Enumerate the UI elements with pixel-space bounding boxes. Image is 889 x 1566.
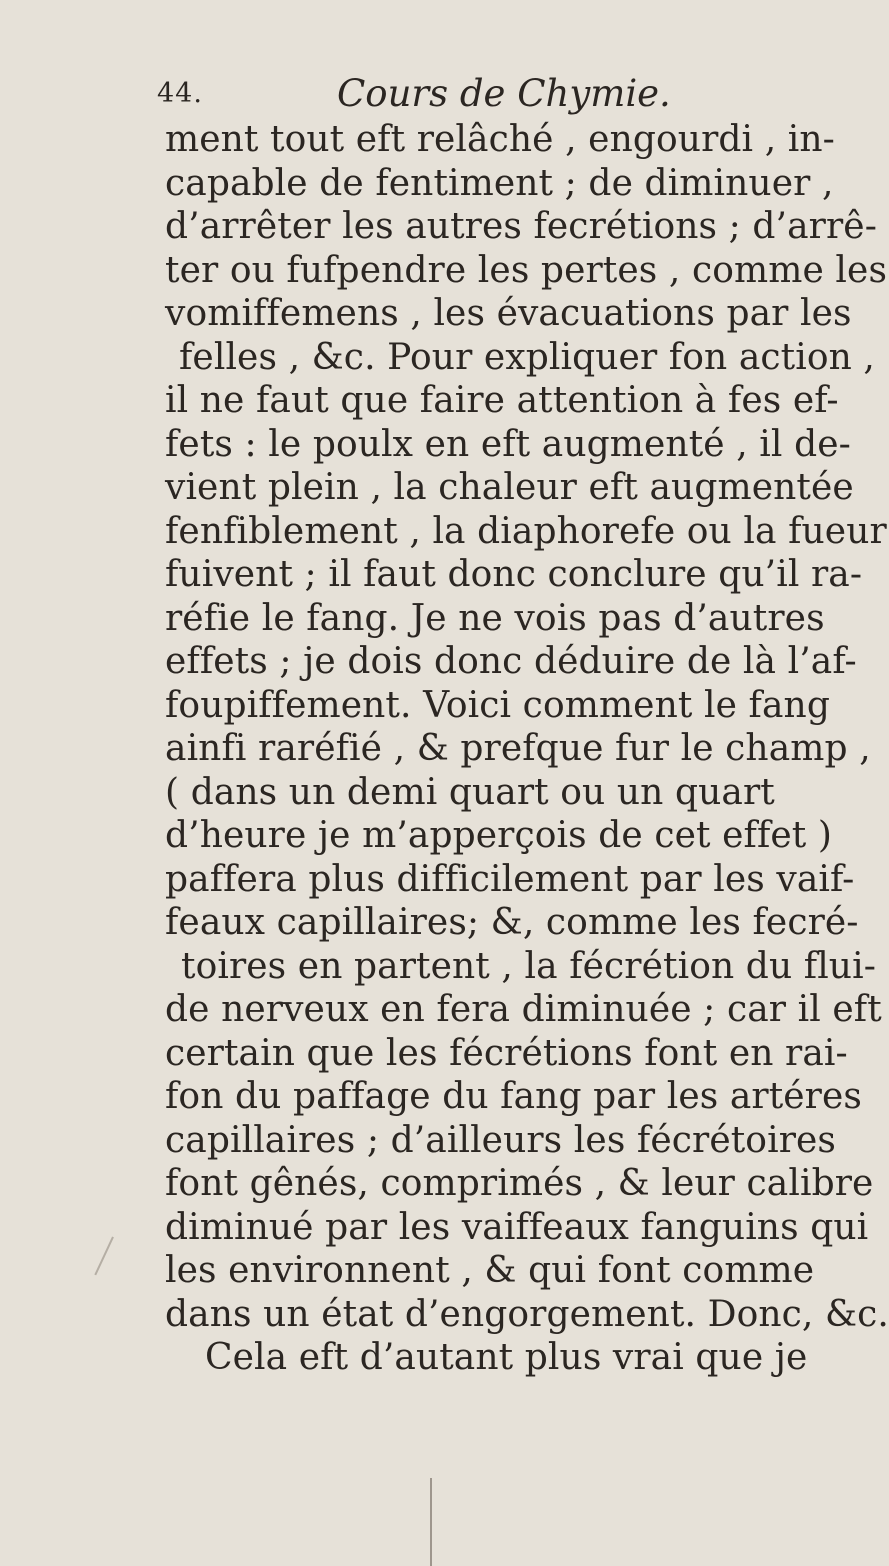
text-line: dans un état d’engorgement. Donc, &c. xyxy=(165,1293,889,1335)
text-line: feaux capillaires; &, comme les fecré- xyxy=(165,902,859,943)
text-line: diminué par les vaiffeaux fanguins qui xyxy=(165,1206,869,1248)
body-text xyxy=(165,118,889,1380)
text-line: felles , &c. Pour expliquer fon action , xyxy=(179,336,875,378)
text-line: font gênés, comprimés , & leur calibre xyxy=(165,1163,874,1204)
text-line: ment tout eft relâché , engourdi , in- xyxy=(165,119,835,160)
text-line: ter ou fufpendre les pertes , comme les xyxy=(165,249,888,291)
text-line: capillaires ; d’ailleurs les fécrétoires xyxy=(165,1119,836,1161)
page-number: 44. xyxy=(157,78,203,109)
text-line: capable de fentiment ; de diminuer , xyxy=(165,162,834,204)
text-line: les environnent , & qui font comme xyxy=(165,1250,815,1291)
text-line: effets ; je dois donc déduire de là l’af- xyxy=(165,641,857,682)
text-line: d’arrêter les autres fecrétions ; d’arrê- xyxy=(165,206,877,247)
text-line: il ne faut que faire attention à fes ef- xyxy=(165,380,839,421)
text-line: fon du paffage du fang par les artéres xyxy=(165,1076,862,1117)
margin-mark xyxy=(94,1236,135,1285)
text-line: ( dans un demi quart ou un quart xyxy=(165,771,775,813)
bottom-mark xyxy=(430,1478,432,1566)
text-line: fuivent ; il faut donc conclure qu’il ra- xyxy=(165,554,863,595)
running-title: Cours de Chymie. xyxy=(337,72,671,115)
text-line: de nerveux en fera diminuée ; car il eft xyxy=(165,989,882,1030)
text-line: fets : le poulx en eft augmenté , il de- xyxy=(165,423,851,465)
text-line: réfie le fang. Je ne vois pas d’autres xyxy=(165,597,825,639)
text-line: vomiffemens , les évacuations par les xyxy=(165,293,852,334)
text-line: d’heure je m’apperçois de cet effet ) xyxy=(165,815,833,856)
text-line: certain que les fécrétions font en rai- xyxy=(165,1032,848,1074)
text-line: ainfi raréfié , & prefque fur le champ , xyxy=(165,728,871,769)
text-line: toires en partent , la fécrétion du flui- xyxy=(181,945,876,987)
text-line: paffera plus difficilement par les vaif- xyxy=(165,858,855,900)
text-line: foupiffement. Voici comment le fang xyxy=(165,684,830,726)
page-header xyxy=(157,72,717,118)
text-line: Cela eft d’autant plus vrai que je xyxy=(205,1337,808,1378)
text-line: fenfiblement , la diaphorefe ou la fueur xyxy=(165,510,887,552)
text-line: vient plein , la chaleur eft augmentée xyxy=(165,467,854,508)
